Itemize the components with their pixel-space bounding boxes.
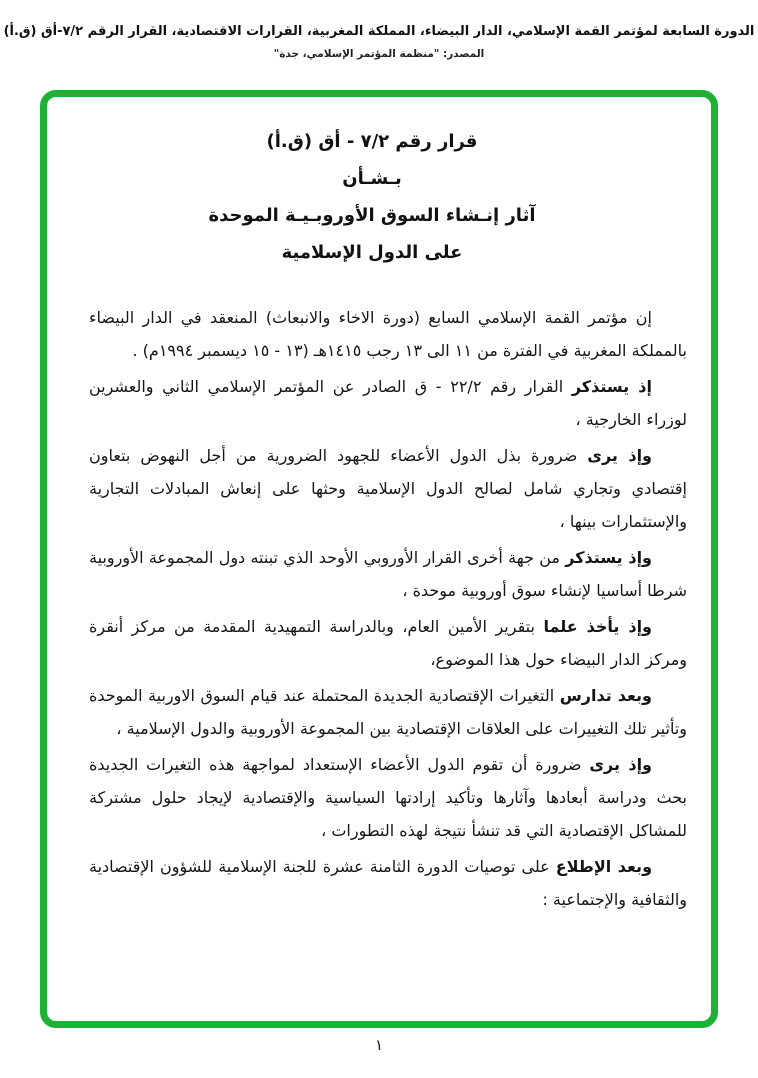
paragraph-8-text: على توصيات الدورة الثامنة عشرة للجنة الإسلامية للشؤون الإقتصادية والثقافية والإجتماعية : — [89, 857, 687, 909]
paragraph-6-lead: وبعد تدارس — [559, 686, 652, 705]
paragraph-3-lead: وإذ يرى — [587, 446, 652, 465]
resolution-title-block — [47, 123, 697, 271]
paragraph-2 — [89, 370, 687, 436]
document-body — [47, 97, 697, 1007]
header-publisher-line: المصدر: "منظمة المؤتمر الإسلامي، جدة" — [273, 48, 485, 60]
paragraph-7-text: ضرورة أن تقوم الدول الأعضاء الإستعداد لمواجهة هذه التغيرات الجديدة بحث ودراسة أبعادها وآثارها وتأكيد إرادتها السياسية والإقتصادية لإيجاد حلول مشتركة للمشاكل الإقتصادية التي قد تنشأ نتيجة لهذه التطورات ، — [89, 755, 687, 840]
page-number: ١ — [374, 1036, 384, 1054]
resolution-regarding-label: بـشـأن — [342, 168, 402, 189]
paragraph-2-lead: إذ يستذكر — [571, 377, 652, 396]
paragraph-3 — [89, 439, 687, 538]
paragraph-8-lead: وبعد الإطلاع — [555, 857, 653, 876]
paragraph-6-text: التغيرات الإقتصادية الجديدة المحتملة عند قيام السوق الاوربية الموحدة وتأثير تلك التغييرات على العلاقات الإقتصادية بين المجموعة الأوروبية والدول الإسلامية ، — [89, 686, 687, 738]
paragraph-6 — [89, 679, 687, 745]
paragraph-1 — [89, 301, 687, 367]
header-source-line: الدورة السابعة لمؤتمر القمة الإسلامي، الدار البيضاء، المملكة المغربية، القرارات الاقتصادية، القرار الرقم ٧/٢-أق (ق.أ) — [3, 24, 755, 39]
paragraph-8 — [89, 850, 687, 916]
paragraph-5 — [89, 610, 687, 676]
paragraph-5-text: بتقرير الأمين العام، وبالدراسة التمهيدية المقدمة من مركز أنقرة ومركز الدار البيضاء حول هذا الموضوع، — [89, 617, 687, 669]
paragraph-4-text: من جهة أخرى القرار الأوروبي الأوحد الذي تبنته دول المجموعة الأوروبية شرطا أساسيا لإنشاء سوق أوروبية موحدة ، — [89, 548, 687, 600]
paragraph-3-text: ضرورة بذل الدول الأعضاء للجهود الضرورية من أجل النهوض بتعاون إقتصادي وتجاري شامل لصالح الدول الإسلامية وحثها على إنعاش المبادلات التجارية والإستثمارات بينها ، — [89, 446, 687, 531]
paragraph-7 — [89, 748, 687, 847]
paragraph-4 — [89, 541, 687, 607]
resolution-subject-line1: آثار إنـشاء السوق الأوروبـيـة الموحدة — [208, 205, 536, 226]
paragraph-5-lead: وإذ يأخذ علما — [543, 617, 653, 636]
paragraph-2-text: القرار رقم ٢٢/٢ - ق الصادر عن المؤتمر الإسلامي الثاني والعشرين لوزراء الخارجية ، — [89, 377, 687, 429]
resolution-subject-line2: على الدول الإسلامية — [281, 242, 463, 263]
resolution-number: قرار رقم ٧/٢ - أق (ق.أ) — [266, 131, 478, 152]
paragraph-4-lead: وإذ يستذكر — [565, 548, 653, 567]
paragraph-1-text: إن مؤتمر القمة الإسلامي السابع (دورة الاخاء والانبعاث) المنعقد في الدار البيضاء بالمملكة المغربية في الفترة من ١١ الى ١٣ رجب ١٤١٥هـ (١٣ - ١٥ ديسمبر ١٩٩٤م) . — [89, 308, 687, 360]
document-header — [0, 24, 758, 60]
paragraph-7-lead: وإذ يرى — [589, 755, 652, 774]
resolution-preamble — [47, 301, 697, 916]
